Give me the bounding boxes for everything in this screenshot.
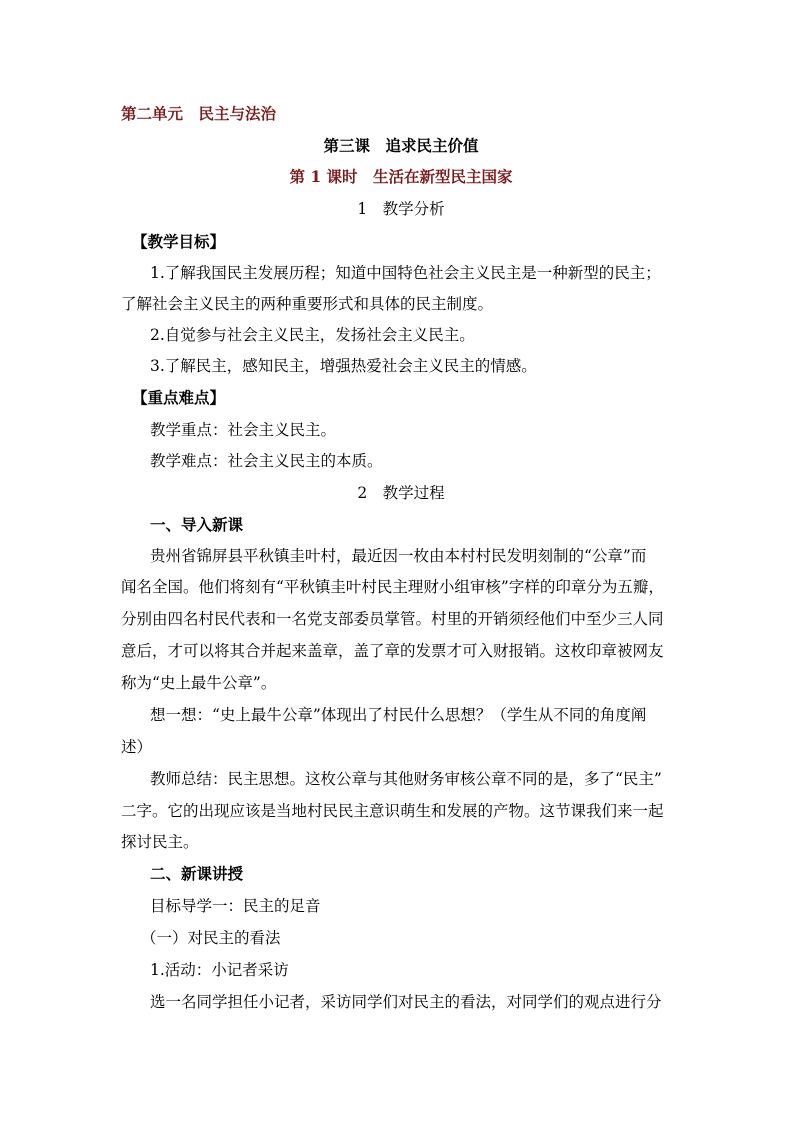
activity-1-description: 选一名同学担任小记者，采访同学们对民主的看法，对同学们的观点进行分 <box>150 993 662 1011</box>
objective-3: 3.了解民主，感知民主，增强热爱社会主义民主的情感。 <box>150 357 537 375</box>
intro-line-4: 意后，才可以将其合并起来盖章，盖了章的发票才可入财报销。这枚印章被网友 <box>121 642 664 660</box>
summary-line-2: 二字。它的出现应该是当地村民民主意识萌生和发展的产物。这节课我们来一起 <box>121 802 664 820</box>
summary-line-1: 教师总结：民主思想。这枚公章与其他财务审核公章不同的是，多了“民主” <box>150 770 662 788</box>
activity-1: 1.活动：小记者采访 <box>150 961 289 979</box>
key-point: 教学重点：社会主义民主。 <box>150 421 337 439</box>
part1-heading: 一、导入新课 <box>150 515 244 534</box>
sub-section-1: （一）对民主的看法 <box>141 929 281 947</box>
intro-line-2: 闻名全国。他们将刻有“平秋镇圭叶村民主理财小组审核”字样的印章分为五瓣， <box>121 578 664 596</box>
difficult-point: 教学难点：社会主义民主的本质。 <box>150 452 383 470</box>
goal-1: 目标导学一：民主的足音 <box>150 897 321 915</box>
keypoints-heading: 【重点难点】 <box>132 388 226 407</box>
unit-title: 第二单元 民主与法治 <box>121 104 277 123</box>
part2-heading: 二、新课讲授 <box>150 864 244 883</box>
section2-heading: 2 教学过程 <box>357 484 445 502</box>
intro-line-5: 称为“史上最牛公章”。 <box>121 674 277 692</box>
summary-line-3: 探讨民主。 <box>121 833 199 851</box>
objectives-heading: 【教学目标】 <box>132 232 226 251</box>
think-line-1: 想一想：“史上最牛公章”体现出了村民什么思想？（学生从不同的角度阐 <box>150 706 647 724</box>
section1-heading: 1 教学分析 <box>357 200 445 218</box>
objective-2: 2.自觉参与社会主义民主，发扬社会主义民主。 <box>150 326 475 344</box>
think-line-2: 述） <box>121 738 153 756</box>
objective-1-line-2: 了解社会主义民主的两种重要形式和具体的民主制度。 <box>121 295 494 313</box>
lesson-title: 第三课 追求民主价值 <box>323 136 479 155</box>
objective-1-line-1: 1.了解我国民主发展历程；知道中国特色社会主义民主是一种新型的民主； <box>150 264 661 282</box>
intro-line-1: 贵州省锦屏县平秋镇圭叶村，最近因一枚由本村村民发明刻制的“公章”而 <box>150 547 647 565</box>
period-title: 第 1 课时 生活在新型民主国家 <box>289 167 513 186</box>
intro-line-3: 分别由四名村民代表和一名党支部委员掌管。村里的开销须经他们中至少三人同 <box>121 610 664 628</box>
